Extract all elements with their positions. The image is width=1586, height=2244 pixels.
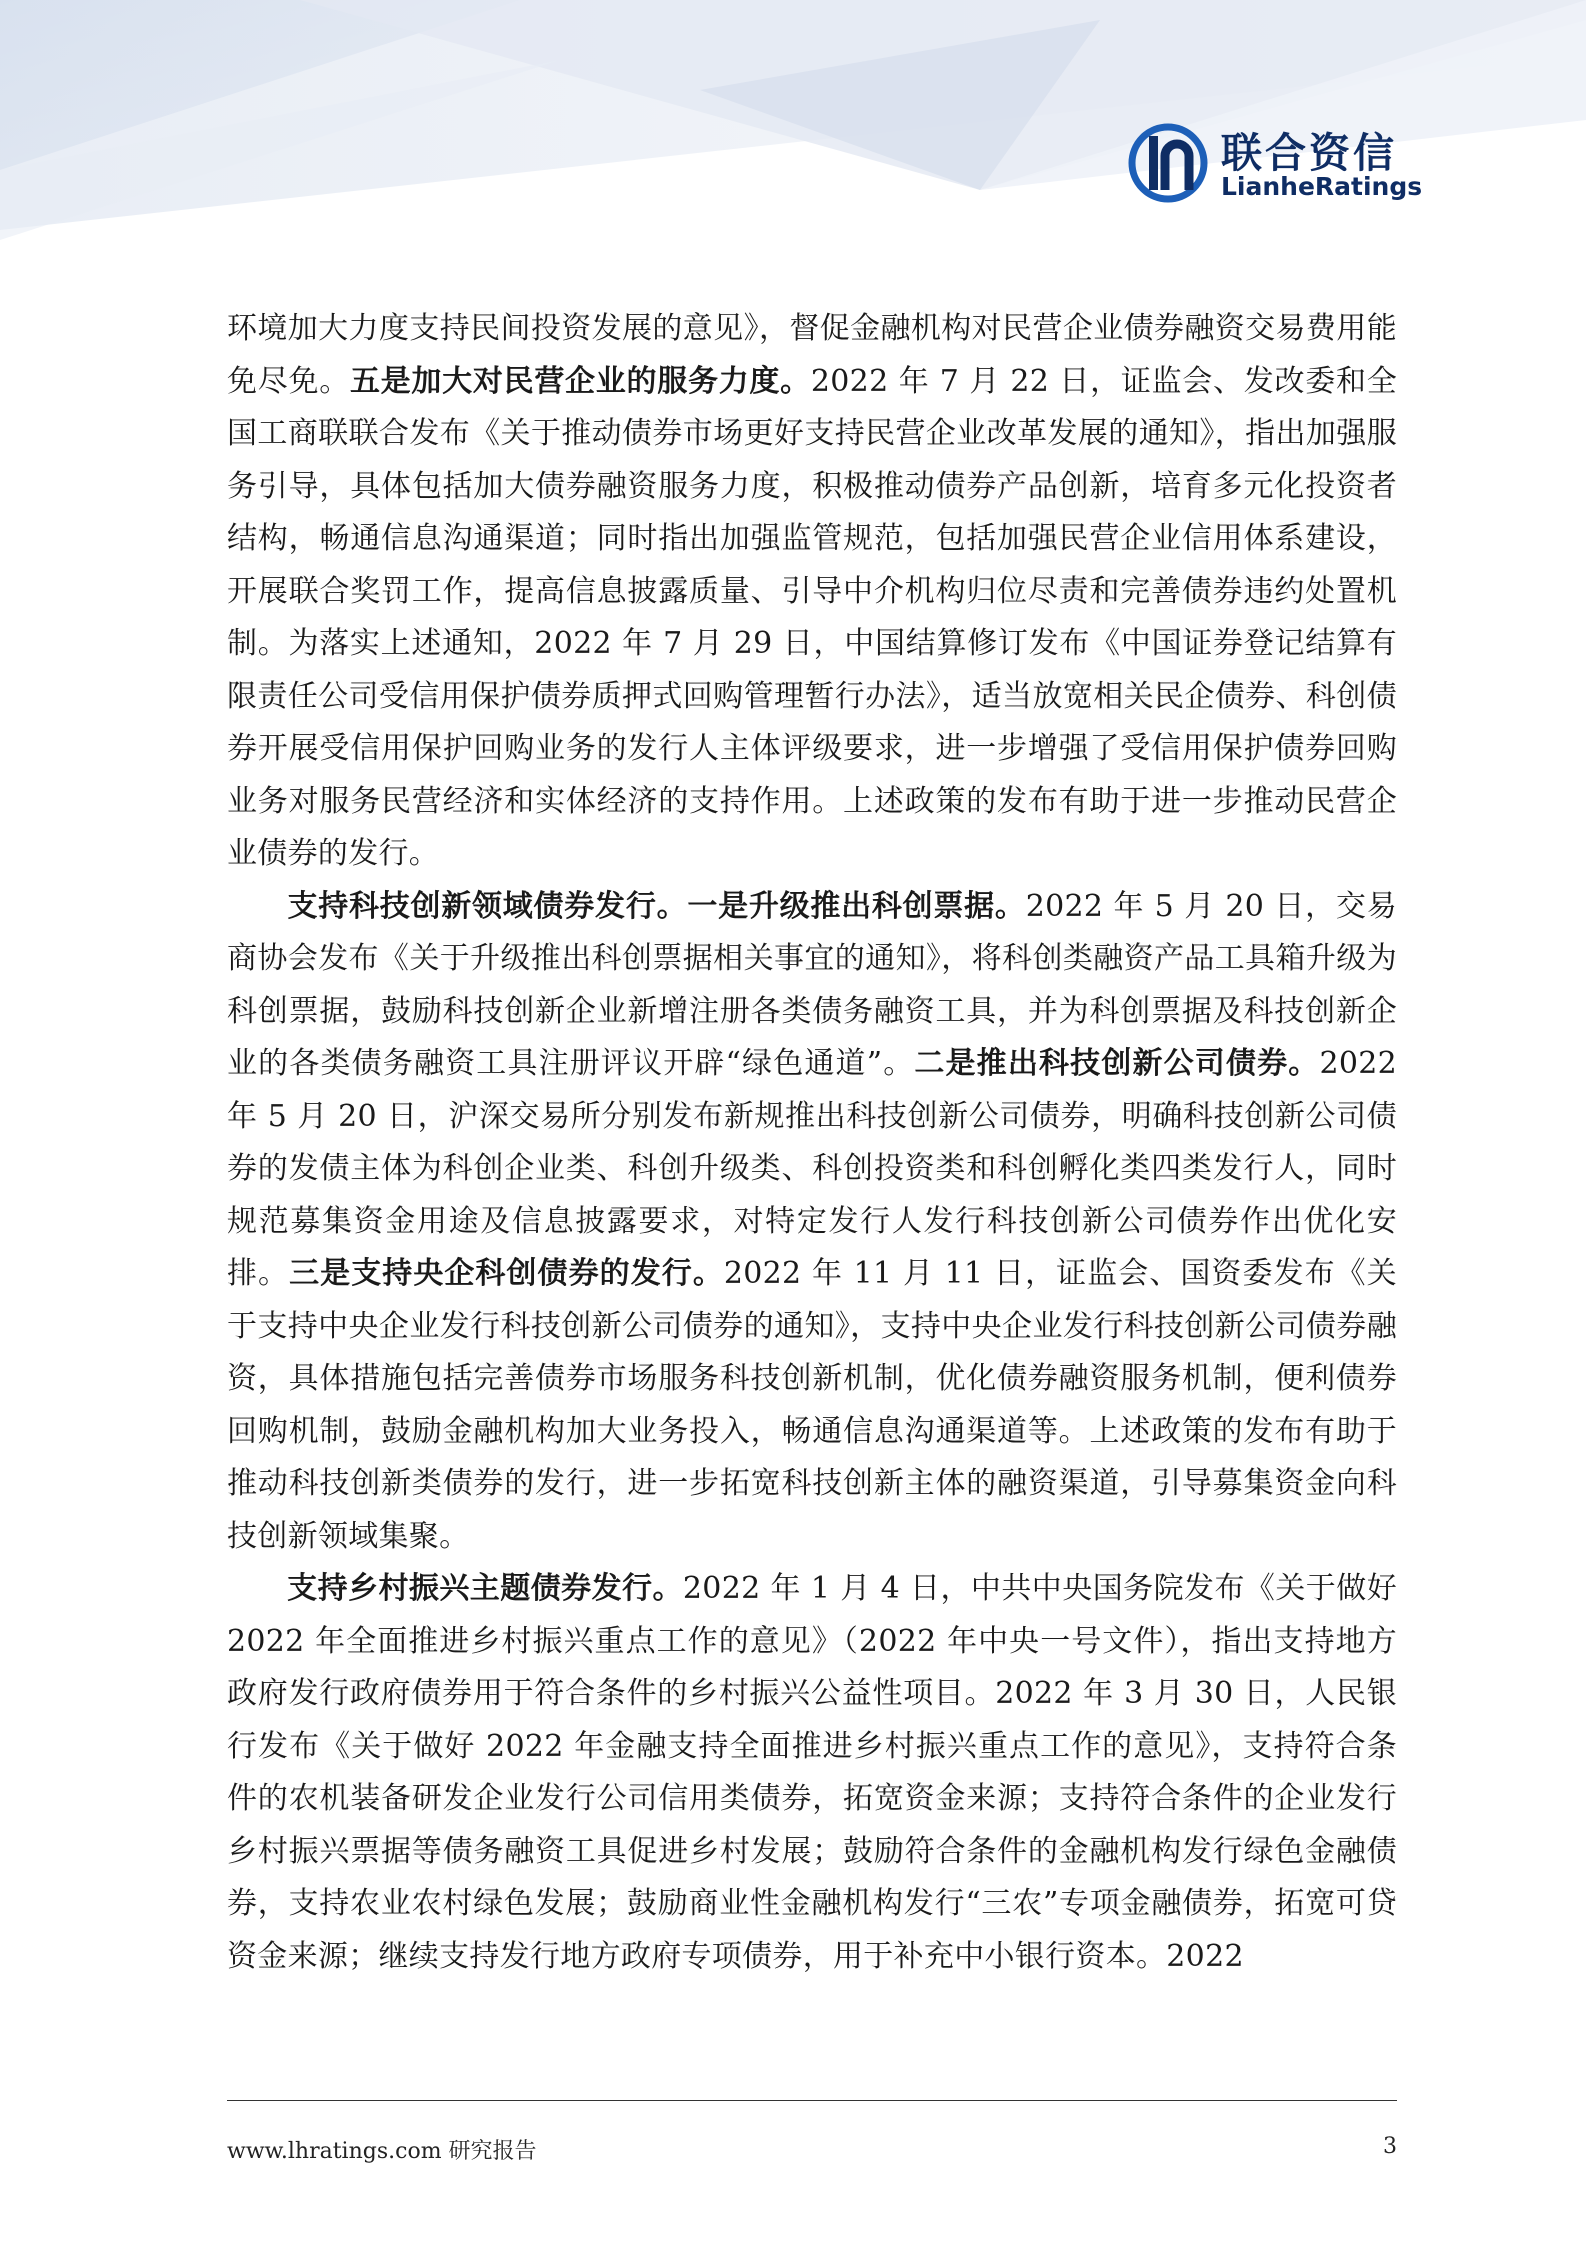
bold-heading: 五是加大对民营企业的服务力度。 xyxy=(349,363,811,399)
text-run: 环境加大力度支持民间投资发展的意见》，督促金融机构对民营企业债券融资交易费用能免尽免。 xyxy=(227,311,1397,399)
footer-site-link[interactable]: www.lhratings.com 研究报告 xyxy=(227,2139,537,2164)
footer-divider xyxy=(227,2100,1397,2101)
report-body xyxy=(227,303,1397,1983)
logo-name-en: LianheRatings xyxy=(1221,172,1423,201)
page-number: 3 xyxy=(1383,2134,1397,2159)
bold-heading: 支持乡村振兴主题债券发行。 xyxy=(287,1571,683,1606)
bold-heading: 三是支持央企科创债券的发行。 xyxy=(289,1256,724,1291)
brand-logo xyxy=(1125,110,1423,210)
text-run: 2022 年 1 月 4 日，中共中央国务院发布《关于做好 2022 年全面推进乡村振兴重点工作的意见》（2022 年中央一号文件），指出支持地方政府发行政府债券用于符合条件的乡村振兴公益性项目。2022 年 3 月 30 日，人民银行发布《关于做好 2022 年金融支持全面推进乡村振兴重点工作的意见》，支持符合条件的农机装备研发企业发行公司信用类债券，拓宽资金来源；支持符合条件的企业发行乡村振兴票据等债务融资工具促进乡村发展；鼓励符合条件的金融机构发行绿色金融债券，支持农业农村绿色发展；鼓励商业性金融机构发行“三农”专项金融债券，拓宽可贷资金来源；继续支持发行地方政府专项债券，用于补充中小银行资本。2022 xyxy=(227,1571,1397,1974)
bold-heading: 支持科技创新领域债券发行。一是升级推出科创票据。 xyxy=(287,888,1026,924)
logo-name-cn: 联合资信 xyxy=(1221,129,1397,177)
text-run: 2022 年 5 月 20 日，沪深交易所分别发布新规推出科技创新公司债券，明确科技创新公司债券的发债主体为科创企业类、科创升级类、科创投资类和科创孵化类四类发行人，同时规范募集资金用途及信息披露要求，对特定发行人发行科技创新公司债券作出优化安排。 xyxy=(227,1046,1397,1291)
paragraph-private-enterprise xyxy=(227,303,1397,881)
paragraph-rural-revitalization xyxy=(227,1563,1397,1983)
text-run: 2022 年 11 月 11 日，证监会、国资委发布《关于支持中央企业发行科技创新公司债券的通知》，支持中央企业发行科技创新公司债券融资，具体措施包括完善债券市场服务科技创新机制，优化债券融资服务机制，便利债券回购机制，鼓励金融机构加大业务投入，畅通信息沟通渠道等。上述政策的发布有助于推动科技创新类债券的发行，进一步拓宽科技创新主体的融资渠道，引导募集资金向科技创新领域集聚。 xyxy=(227,1256,1397,1554)
text-run: 2022 年 5 月 20 日，交易商协会发布《关于升级推出科创票据相关事宜的通知》，将科创类融资产品工具箱升级为科创票据，鼓励科技创新企业新增注册各类债务融资工具，并为科创票据及科技创新企业的各类债务融资工具注册评议开辟“绿色通道”。 xyxy=(227,888,1397,1081)
paragraph-tech-innovation xyxy=(227,881,1397,1564)
text-run: 2022 年 7 月 22 日，证监会、发改委和全国工商联联合发布《关于推动债券市场更好支持民营企业改革发展的通知》，指出加强服务引导，具体包括加大债券融资服务力度，积极推动债券产品创新，培育多元化投资者结构，畅通信息沟通渠道；同时指出加强监管规范，包括加强民营企业信用体系建设，开展联合奖罚工作，提高信息披露质量、引导中介机构归位尽责和完善债券违约处置机制。为落实上述通知，2022 年 7 月 29 日，中国结算修订发布《中国证券登记结算有限责任公司受信用保护债券质押式回购管理暂行办法》，适当放宽相关民企债券、科创债券开展受信用保护回购业务的发行人主体评级要求，进一步增强了受信用保护债券回购业务对服务民营经济和实体经济的支持作用。上述政策的发布有助于进一步推动民营企业债券的发行。 xyxy=(227,363,1398,871)
lianhe-logo-icon xyxy=(1125,120,1211,206)
bold-heading: 二是推出科技创新公司债券。 xyxy=(914,1046,1320,1081)
